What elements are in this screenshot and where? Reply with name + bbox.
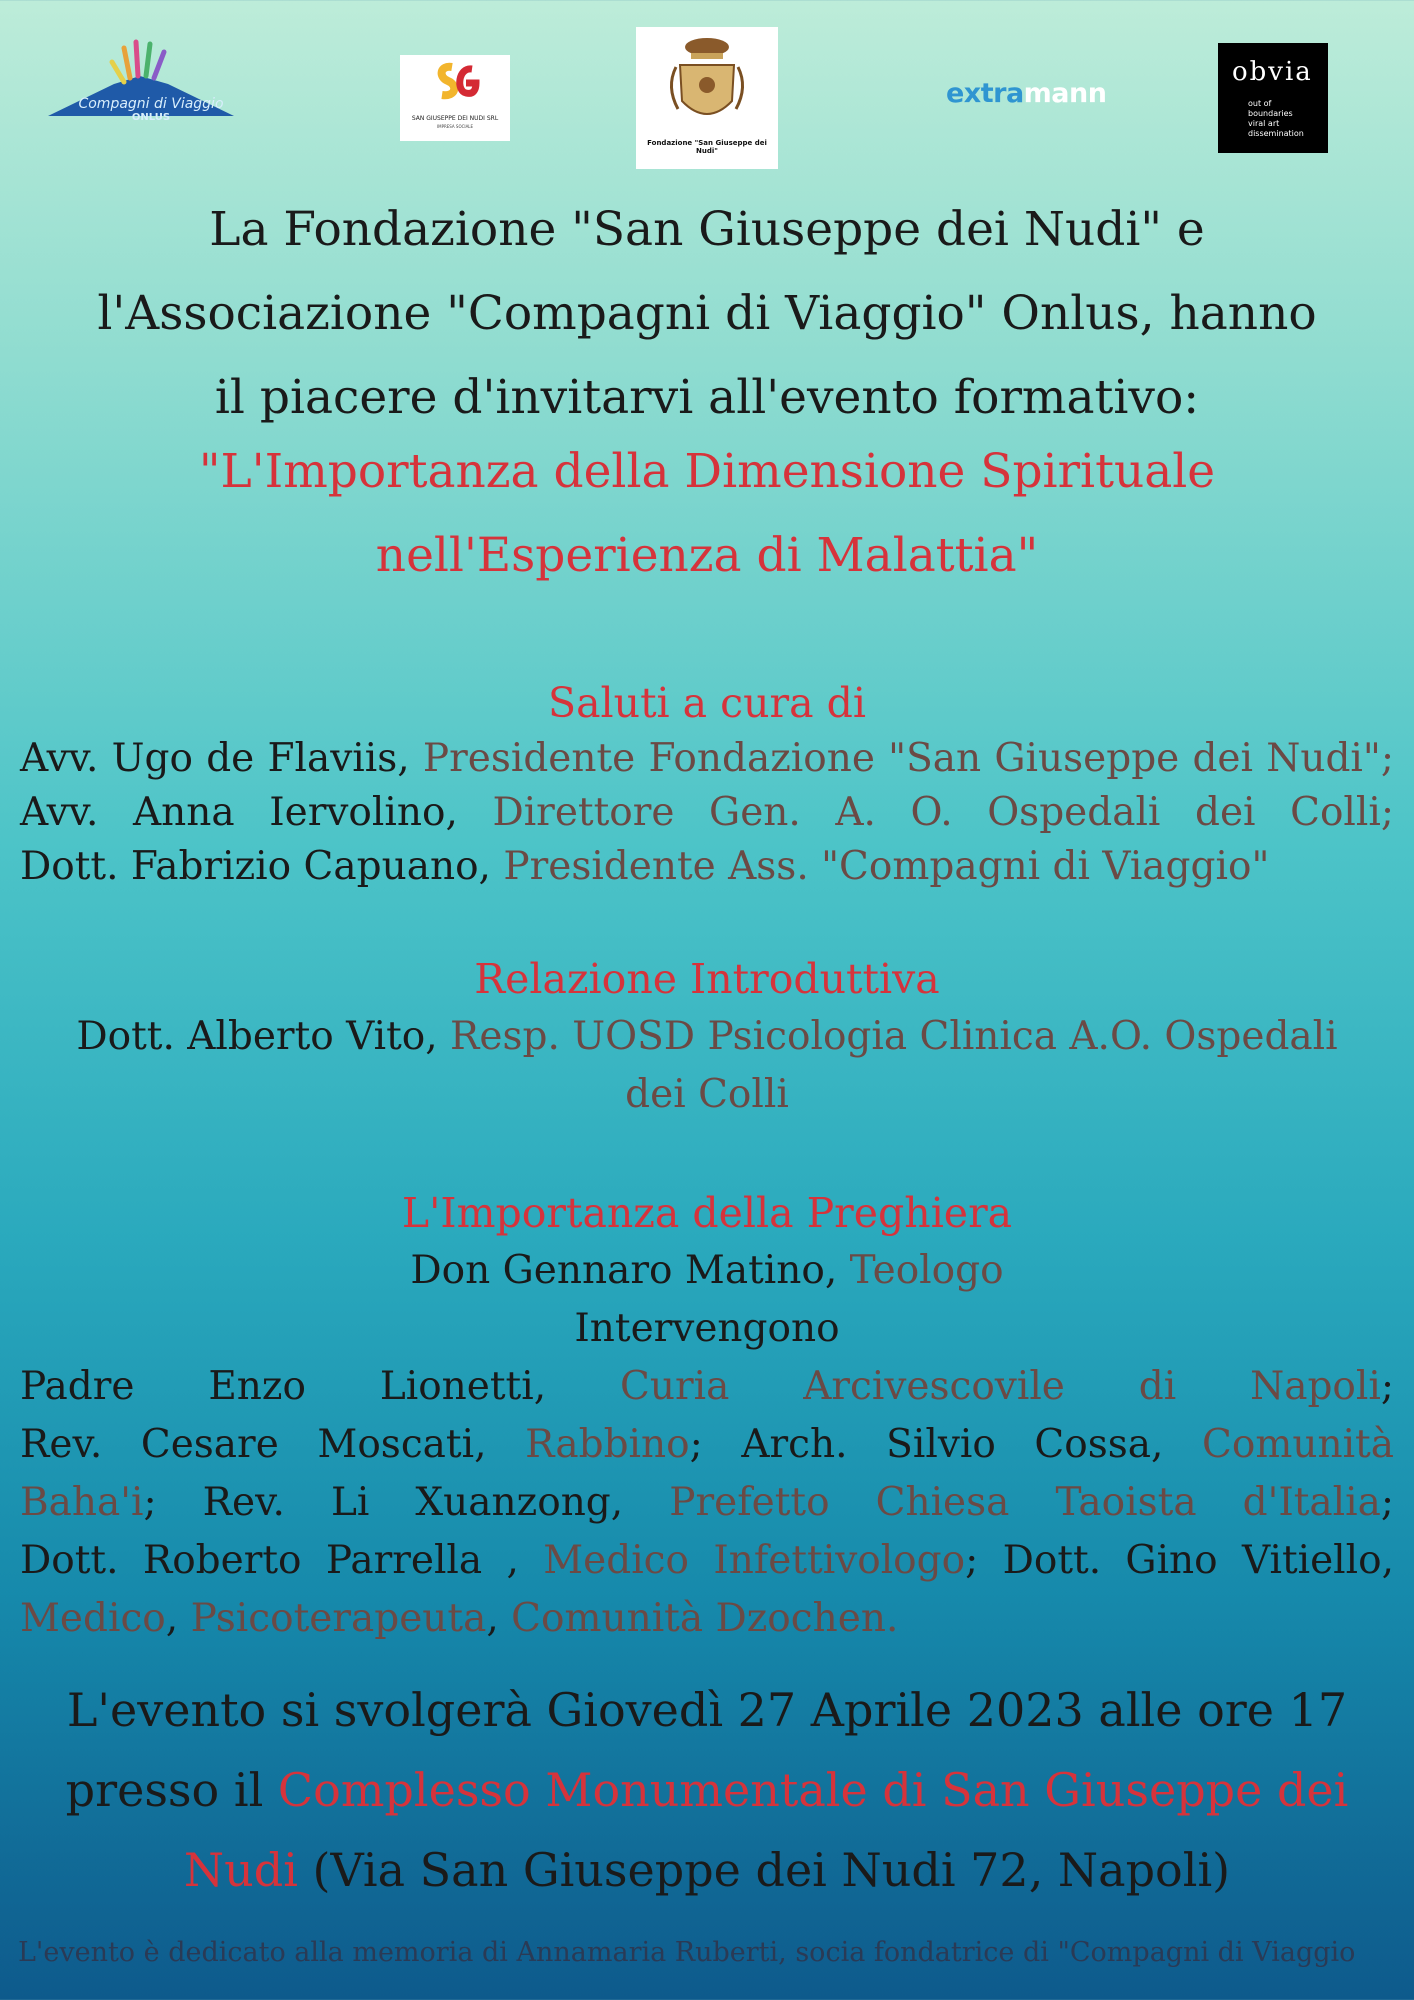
coat-of-arms-icon (636, 27, 778, 137)
obvia-logo (1218, 43, 1328, 153)
relazione-section (0, 950, 1414, 1124)
intervengono-label: Intervengono (574, 1306, 840, 1351)
speaker-role: Curia Arcivescovile di Napoli (620, 1364, 1381, 1409)
interventi-line-2 (0, 1416, 1414, 1474)
speaker-role: Teologo (849, 1248, 1004, 1293)
venue-prefix: presso il (65, 1763, 264, 1817)
compagni-logo-name: Compagni di Viaggio (78, 96, 224, 112)
speaker-role: Resp. UOSD Psicologia Clinica A.O. Ospedali (450, 1014, 1338, 1059)
interventi-line-5 (0, 1590, 1414, 1648)
san-giuseppe-srl-logo (400, 55, 510, 141)
event-address-line (0, 1830, 1414, 1910)
obvia-sub3: viral art (1248, 119, 1280, 128)
preghiera-speaker (0, 1242, 1414, 1300)
sgdn-logo-sub: IMPRESA SOCIALE (436, 124, 474, 129)
relazione-heading: Relazione Introduttiva (474, 955, 940, 1003)
title-line-2: nell'Esperienza di Malattia" (375, 528, 1039, 583)
sgdn-logo-name: SAN GIUSEPPE DEI NUDI SRL (411, 115, 499, 122)
interventi-line-4 (0, 1532, 1414, 1590)
event-date-line: L'evento si svolgerà Giovedì 27 Aprile 2023 alle ore 17 (66, 1683, 1348, 1737)
sg-monogram-icon (400, 55, 510, 115)
extramann-part2: mann (1023, 78, 1107, 109)
compagni-di-viaggio-logo (44, 36, 238, 128)
fondazione-logo-caption: Fondazione "San Giuseppe dei Nudi" (647, 139, 767, 155)
speaker-role: Rabbino (525, 1422, 690, 1467)
obvia-sub4: dissemination (1248, 129, 1304, 138)
separator: ; (1380, 1480, 1394, 1525)
saluti-line-1 (0, 732, 1414, 786)
speaker-role: Direttore Gen. A. O. Ospedali dei Colli; (492, 790, 1394, 835)
speaker-name: ; Rev. Li Xuanzong, (143, 1480, 624, 1525)
logo-bar (0, 0, 1414, 180)
speaker-role: Comunità Dzochen. (511, 1596, 899, 1641)
interventi-list (0, 1358, 1414, 1648)
speaker-name: Dott. Fabrizio Capuano, (20, 844, 491, 889)
obvia-sub1: out of (1248, 99, 1272, 108)
speaker-name: ; Dott. Gino Vitiello, (965, 1538, 1394, 1583)
title-line-1: "L'Importanza della Dimensione Spirituale (198, 444, 1216, 499)
speaker-role: Presidente Ass. "Compagni di Viaggio" (503, 844, 1270, 889)
speaker-name: Rev. Cesare Moscati, (20, 1422, 487, 1467)
intro-line-3: il piacere d'invitarvi all'evento formativo: (214, 370, 1200, 425)
venue-name: Complesso Monumentale di San Giuseppe dei (277, 1763, 1349, 1817)
invitation-intro (0, 188, 1414, 440)
event-details (0, 1670, 1414, 1910)
saluti-heading: Saluti a cura di (548, 679, 866, 727)
separator: ; (1380, 1364, 1395, 1409)
separator: , (486, 1596, 499, 1641)
separator: , (165, 1596, 179, 1641)
interventi-line-1 (0, 1358, 1414, 1416)
venue-name-end: Nudi (183, 1843, 298, 1897)
speaker-role: Comunità (1202, 1422, 1394, 1467)
saluti-line-2 (0, 786, 1414, 840)
saluti-section (0, 674, 1414, 894)
speaker-name: Don Gennaro Matino, (410, 1248, 838, 1293)
relazione-line-1 (0, 1008, 1414, 1066)
speaker-name: ; Arch. Silvio Cossa, (689, 1422, 1164, 1467)
intro-line-1: La Fondazione "San Giuseppe dei Nudi" e (209, 202, 1205, 257)
obvia-wordmark: obvia (1232, 57, 1313, 87)
speaker-name: Avv. Anna Iervolino, (20, 790, 458, 835)
relazione-line-2: dei Colli (625, 1072, 789, 1117)
dedication-footer: L'evento è dedicato alla memoria di Annamaria Ruberti, socia fondatrice di "Compagni di Viaggio (18, 1937, 1356, 1968)
venue-address: (Via San Giuseppe dei Nudi 72, Napoli) (312, 1843, 1231, 1897)
extramann-logo (946, 78, 1106, 109)
speaker-role: Medico Infettivologo (543, 1538, 966, 1583)
speaker-role: Baha'i (20, 1480, 144, 1525)
intro-line-2: l'Associazione "Compagni di Viaggio" Onlus, hanno (97, 286, 1317, 341)
interventi-line-3 (0, 1474, 1414, 1532)
speaker-role: Psicoterapeuta (190, 1596, 487, 1641)
event-title (0, 430, 1414, 598)
saluti-line-3 (0, 840, 1414, 894)
speaker-role: Prefetto Chiesa Taoista d'Italia (669, 1480, 1381, 1525)
fondazione-logo (636, 27, 778, 169)
speaker-name: Avv. Ugo de Flaviis, (20, 736, 410, 781)
speaker-name: Padre Enzo Lionetti, (20, 1364, 547, 1409)
speaker-name: Dott. Roberto Parrella , (20, 1538, 519, 1583)
compagni-logo-onlus: ONLUS (131, 112, 171, 123)
speaker-role: Medico (20, 1596, 166, 1641)
obvia-tagline (1248, 99, 1304, 139)
extramann-part1: extra (946, 78, 1024, 109)
speaker-name: Dott. Alberto Vito, (76, 1014, 438, 1059)
event-venue-line (0, 1750, 1414, 1830)
preghiera-heading: L'Importanza della Preghiera (401, 1189, 1013, 1237)
preghiera-section (0, 1184, 1414, 1358)
obvia-sub2: boundaries (1248, 109, 1293, 118)
speaker-role: Presidente Fondazione "San Giuseppe dei Nudi"; (422, 736, 1394, 781)
